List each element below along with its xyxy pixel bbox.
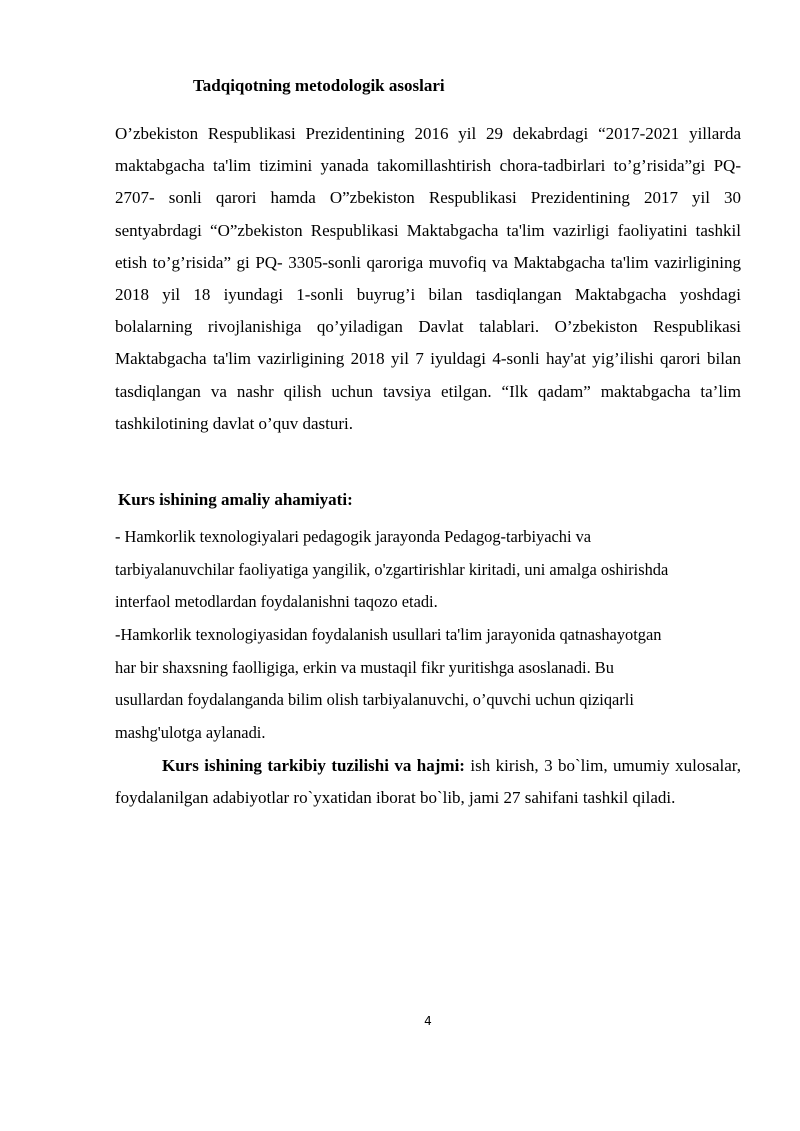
intro-paragraph: O’zbekiston Respublikasi Prezidentining 2016 yil 29 dekabrdagi “2017-2021 yillarda maktabgacha ta'lim tizimini yanada takomillashtirish chora-tadbirlari to’g’risida”gi PQ-2707- sonli qarori hamda O”zbekiston Respublikasi Prezidentining 2017 yil 30 sentyabrdagi “O”zbekiston Respublikasi Maktabgacha ta'lim vazirligi faoliyatini tashkil etish to’g’risida” gi PQ- 3305-sonli qaroriga muvofiq va Maktabgacha ta'lim vazirligining 2018 yil 18 iyundagi 1-sonli buyrug’i bilan tasdiqlangan Maktabgacha yoshdagi bolalarning rivojlanishiga qo’yiladigan Davlat talablari. O’zbekiston Respublikasi Maktabgacha ta'lim vazirligining 2018 yil 7 iyuldagi 4-sonli hay'at yig’ilishi qarori bilan tasdiqlangan va nashr qilish uchun tavsiya etilgan. “Ilk qadam” maktabgacha ta’lim tashkilotining davlat o’quv dasturi.	[115, 124, 741, 433]
practical-paragraph-2: -Hamkorlik texnologiyasidan foydalanish usullari ta'lim jarayonida qatnashayotgan har bir shaxsning faolligiga, erkin va mustaqil fikr yuritishga asoslanadi. Bu usullardan foydalanganda bilim olish tarbiyalanuvchi, o’quvchi uchun qiziqarli mashg'ulotga aylanadi.	[115, 625, 662, 742]
structure-lead: Kurs ishining tarkibiy tuzilishi va hajmi:	[162, 756, 465, 775]
structure-body: ish kirish, 3 bo`lim, umumiy xulosalar, foydalanilgan adabiyotlar ro`yxatidan iborat bo`lib, jami 27 sahifani tashkil qiladi.	[115, 756, 741, 807]
practical-paragraph-1: - Hamkorlik texnologiyalari pedagogik jarayonda Pedagog-tarbiyachi va tarbiyalanuvchilar faoliyatiga yangilik, o'zgartirishlar kiritadi, uni amalga oshirishda interfaol metodlardan foydalanishni taqozo etadi.	[115, 527, 669, 611]
section-heading-practical: Kurs ishining amaliy ahamiyati:	[118, 490, 353, 509]
structure-paragraph	[115, 750, 741, 814]
page-number: 4	[424, 1014, 432, 1028]
section-heading-methodology: Tadqiqotning metodologik asoslari	[193, 76, 445, 95]
